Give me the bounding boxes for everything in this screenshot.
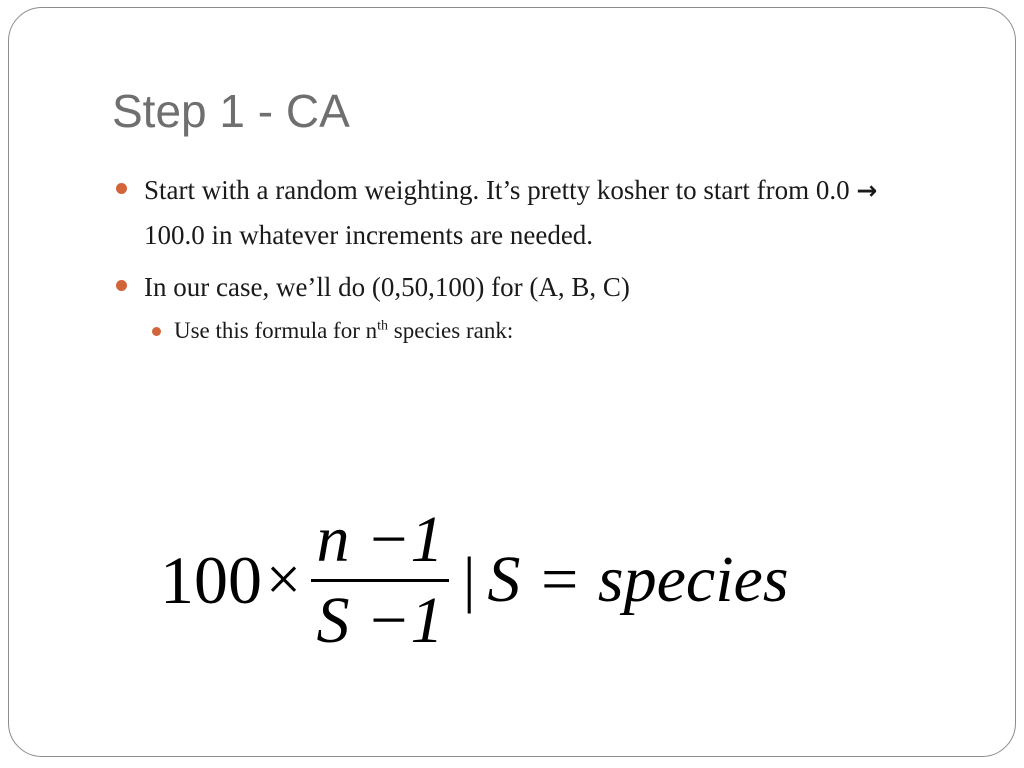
bullet-dot-icon	[116, 183, 127, 194]
formula-times-sign: ×	[266, 545, 301, 614]
bullet-item-2	[112, 265, 932, 309]
slide-title: Step 1 - CA	[112, 85, 350, 137]
sub-bullet-dot-icon	[152, 327, 161, 336]
right-arrow-icon: →	[856, 176, 878, 205]
bullet-2-text: In our case, we’ll do (0,50,100) for (A, B, C)	[144, 272, 630, 302]
formula-denominator: S −1	[316, 583, 444, 657]
formula-condition: S = species	[487, 543, 789, 616]
formula-coefficient: 100	[160, 541, 262, 618]
formula-numerator: n −1	[316, 502, 444, 576]
formula-fraction	[311, 502, 449, 657]
sub-bullet-text-end: species rank:	[393, 318, 514, 343]
bullet-list	[112, 168, 932, 349]
formula-separator: |	[462, 545, 476, 614]
bullet-1-text-end: 100.0 in whatever increments are needed.	[144, 220, 594, 250]
fraction-bar	[311, 579, 449, 582]
sub-bullet-item	[144, 313, 932, 349]
sub-bullet-superscript: th	[377, 318, 389, 334]
bullet-item-1	[112, 168, 932, 257]
formula	[160, 500, 789, 660]
bullet-1-text-start: Start with a random weighting. It’s pretty kosher to start from 0.0	[144, 175, 850, 205]
sub-bullet-text-start: Use this formula for n	[174, 318, 378, 343]
bullet-dot-icon	[116, 280, 127, 291]
